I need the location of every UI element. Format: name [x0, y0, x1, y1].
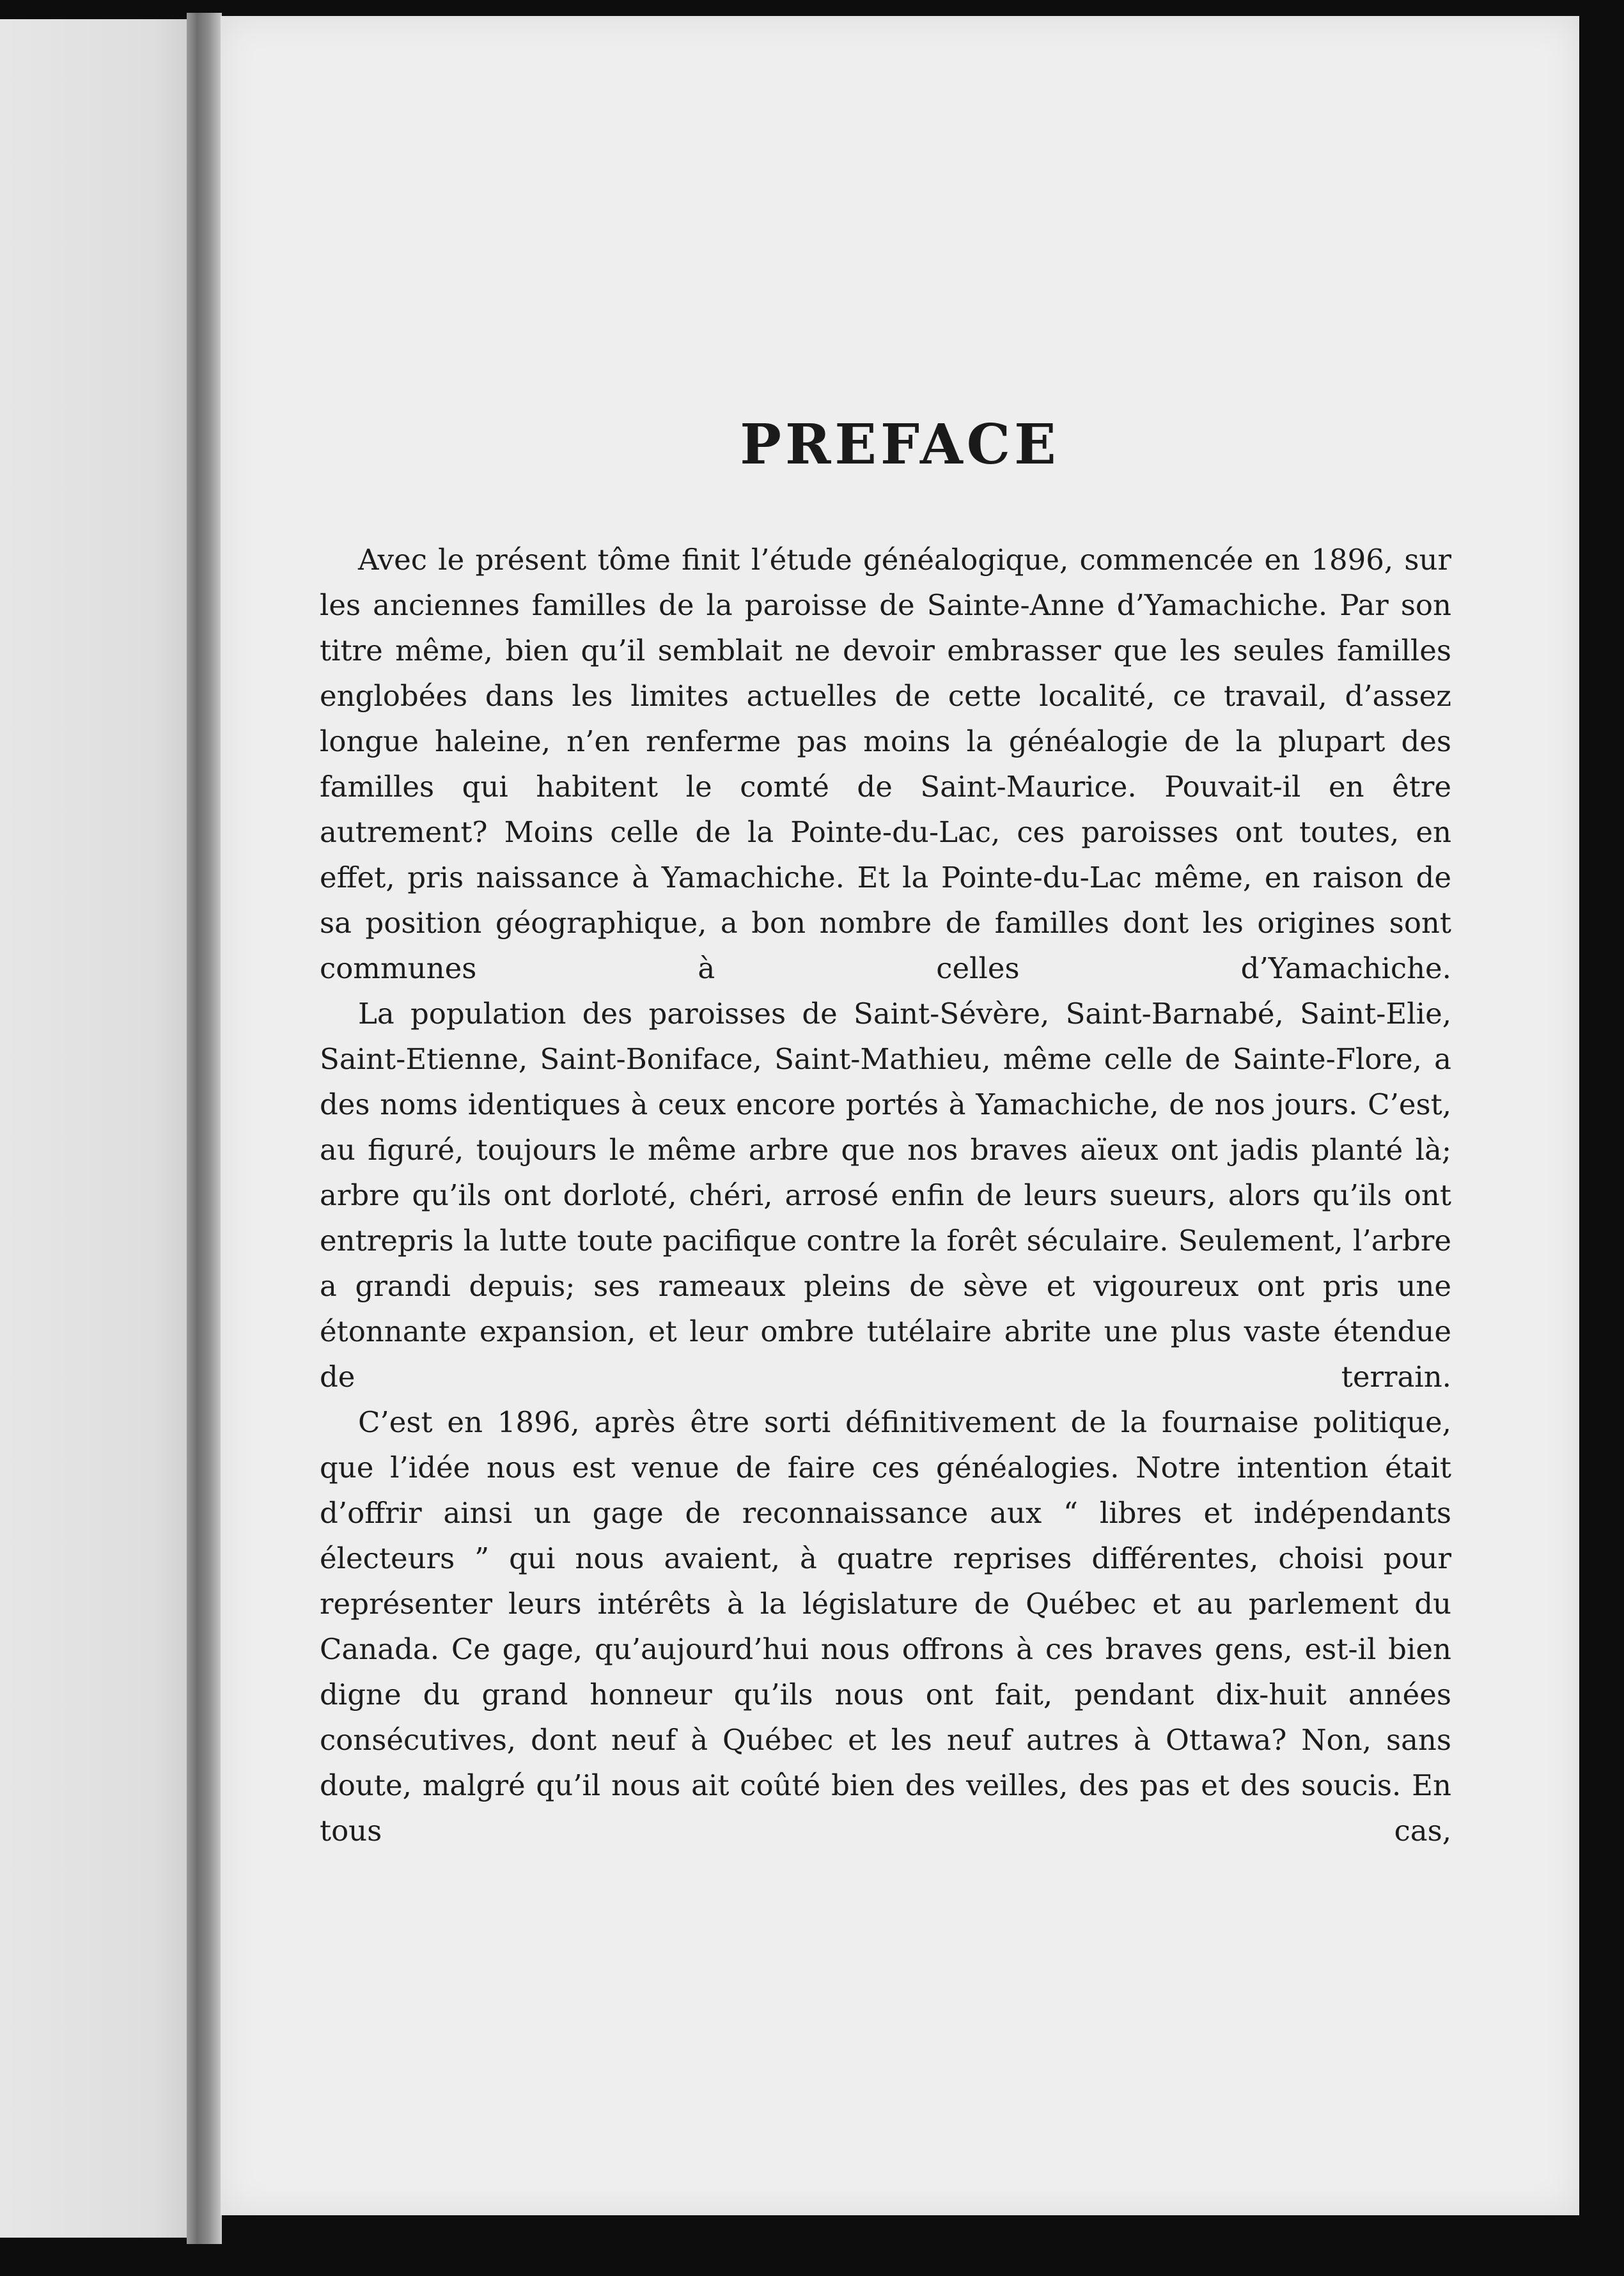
- page-title: PREFACE: [740, 412, 1060, 477]
- preface-body: [320, 537, 1451, 1853]
- book-gutter: [187, 13, 222, 2244]
- book-page: [221, 16, 1579, 2215]
- paragraph: Avec le présent tôme finit l’étude généalogique, commencée en 1896, sur les anciennes familles de la paroisse de Sainte-Anne d’Yamachiche. Par son titre même, bien qu’il semblait ne devoir embrasser que les seules familles englobées dans les limites actuelles de cette localité, ce travail, d’assez longue haleine, n’en renferme pas moins la généalogie de la plupart des familles qui habitent le comté de Saint-Maurice. Pouvait-il en être autrement? Moins celle de la Pointe-du-Lac, ces paroisses ont toutes, en effet, pris naissance à Yamachiche. Et la Pointe-du-Lac même, en raison de sa position géographique, a bon nombre de familles dont les origines sont communes à celles d’Yamachiche.: [320, 543, 1451, 985]
- paragraph: C’est en 1896, après être sorti définitivement de la fournaise politique, que l’idée nous est venue de faire ces généalogies. Notre intention était d’offrir ainsi un gage de reconnaissance aux “ libres et indépendants électeurs ” qui nous avaient, à quatre reprises différentes, choisi pour représenter leurs intérêts à la législature de Québec et au parlement du Canada. Ce gage, qu’aujourd’hui nous offrons à ces braves gens, est-il bien digne du grand honneur qu’ils nous ont fait, pendant dix-huit années consécutives, dont neuf à Québec et les neuf autres à Ottawa? Non, sans doute, malgré qu’il nous ait coûté bien des veilles, des pas et des soucis. En tous cas,: [320, 1405, 1451, 1848]
- paragraph: La population des paroisses de Saint-Sévère, Saint-Barnabé, Saint-Elie, Saint-Etienne, Saint-Boniface, Saint-Mathieu, même celle de Sainte-Flore, a des noms identiques à ceux encore portés à Yamachiche, de nos jours. C’est, au figuré, toujours le même arbre que nos braves aïeux ont jadis planté là; arbre qu’ils ont dorloté, chéri, arrosé enfin de leurs sueurs, alors qu’ils ont entrepris la lutte toute pacifique contre la forêt séculaire. Seulement, l’arbre a grandi depuis; ses rameaux pleins de sève et vigoureux ont pris une étonnante expansion, et leur ombre tutélaire abrite une plus vaste étendue de terrain.: [320, 997, 1451, 1394]
- facing-page-edge: [0, 19, 192, 2238]
